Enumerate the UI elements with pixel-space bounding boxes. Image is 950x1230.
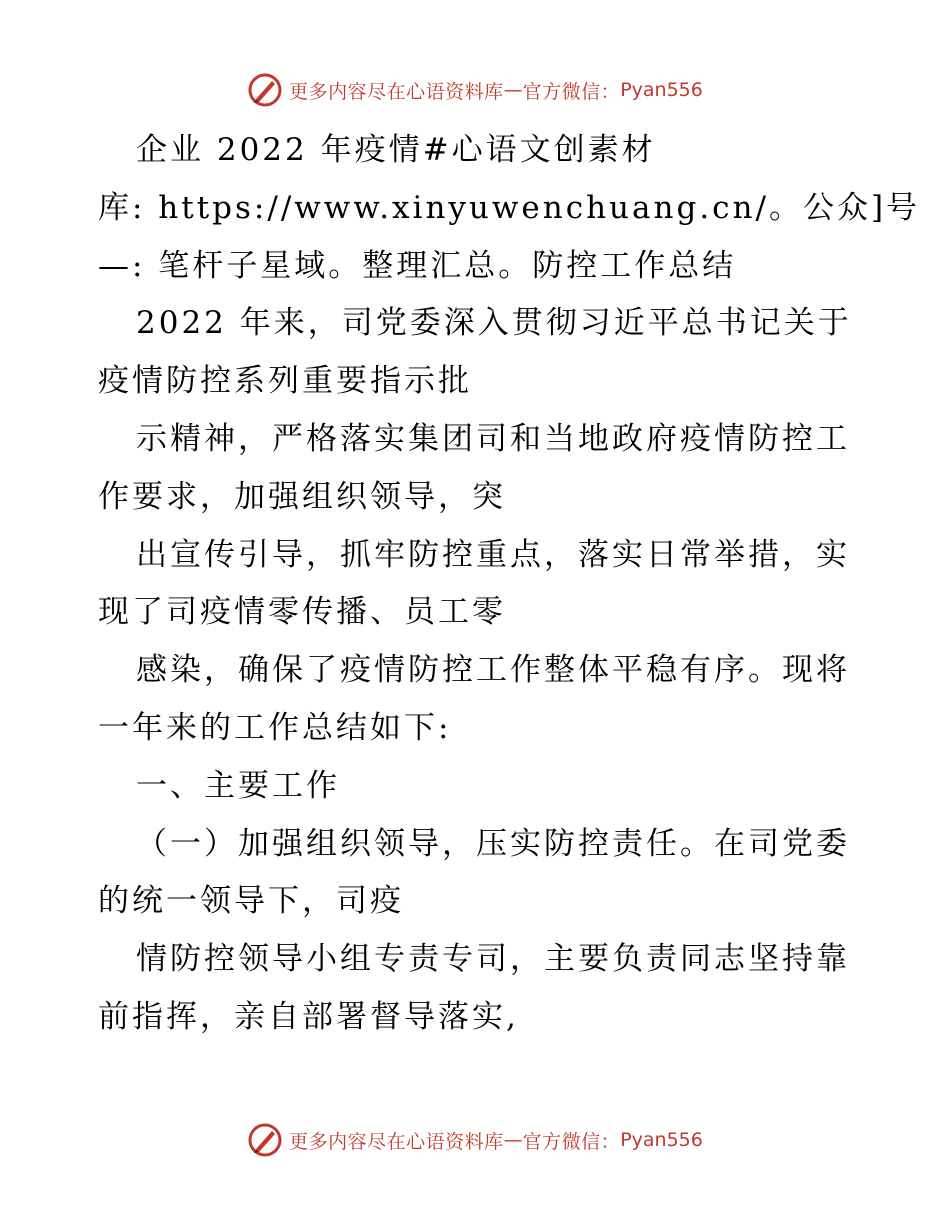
text-line: 一年来的工作总结如下:	[98, 709, 452, 746]
text-line: 示精神，严格落实集团司和当地政府疫情防控工	[136, 420, 850, 457]
banner-text: 更多内容尽在心语资料库	[289, 1130, 504, 1153]
banner-wechat-id: Pyan556	[620, 1129, 703, 1151]
text-line: 出宣传引导，抓牢防控重点，落实日常举措，实	[136, 536, 850, 573]
text-line: 库: https://www.xinyuwenchuang.cn/。公众]号	[98, 189, 921, 226]
banner-dash: —	[503, 79, 523, 101]
banner-official: 官方微信：	[522, 80, 621, 103]
header-watermark-banner	[0, 70, 950, 110]
banner-text: 更多内容尽在心语资料库	[289, 80, 504, 103]
banner-dash: —	[503, 1129, 523, 1151]
text-line: —: 笔杆子星域。整理汇总。防控工作总结	[98, 247, 737, 284]
document-body	[98, 122, 921, 1047]
text-line: 感染，确保了疫情防控工作整体平稳有序。现将	[136, 652, 850, 689]
text-line: 的统一领导下，司疫	[98, 883, 404, 920]
text-line: 现了司疫情零传播、员工零	[98, 594, 506, 631]
footer-watermark-banner	[0, 1120, 950, 1160]
section-heading: 一、主要工作	[136, 767, 340, 804]
pen-logo-icon	[247, 1122, 283, 1158]
text-line: 前指挥，亲自部署督导落实,	[98, 998, 519, 1035]
banner-wechat-id: Pyan556	[620, 79, 703, 101]
banner-official: 官方微信：	[522, 1130, 621, 1153]
text-line: 2022 年来，司党委深入贯彻习近平总书记关于	[136, 305, 852, 342]
pen-logo-icon	[247, 72, 283, 108]
text-line: 作要求，加强组织领导，突	[98, 478, 506, 515]
text-line: 情防控领导小组专责专司，主要负责同志坚持靠	[136, 941, 850, 978]
text-line: 企业 2022 年疫情#心语文创素材	[136, 132, 656, 168]
text-line: （一）加强组织领导，压实防控责任。在司党委	[136, 825, 850, 862]
text-line: 疫情防控系列重要指示批	[98, 363, 472, 400]
